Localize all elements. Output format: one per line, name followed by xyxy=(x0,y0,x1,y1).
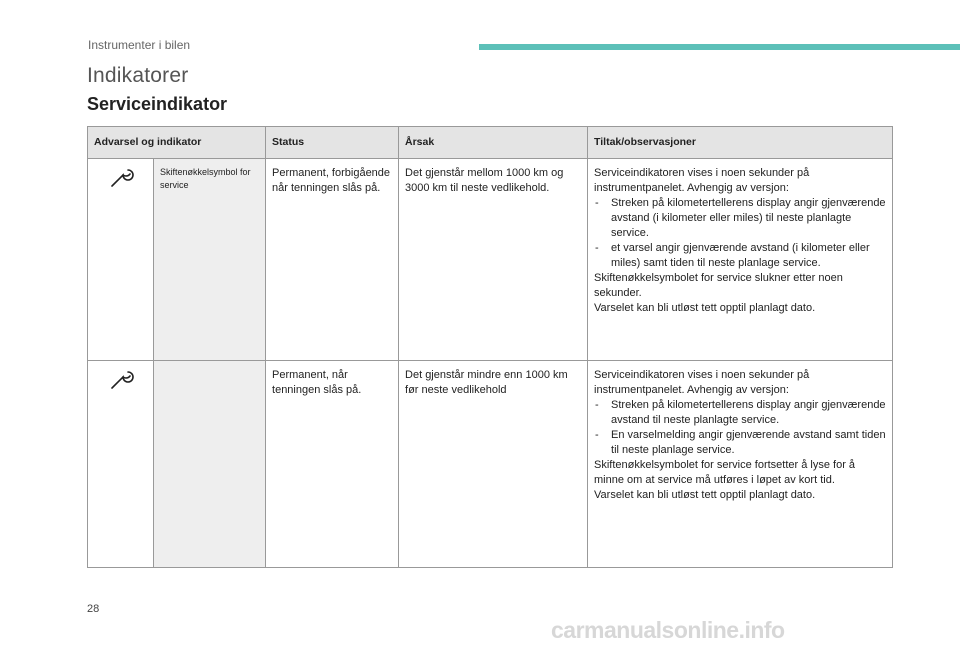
indicator-label: Skiftenøkkelsymbol for service xyxy=(154,159,266,361)
watermark: carmanualsonline.info xyxy=(551,617,785,643)
actions-outro: Varselet kan bli utløst tett opptil planlagt dato. xyxy=(594,489,816,501)
indicator-label xyxy=(154,361,266,568)
actions-list-item: - En varselmelding angir gjenværende avstand samt tiden til neste planlage service. xyxy=(594,428,886,458)
actions-list xyxy=(594,398,886,458)
actions-intro: Serviceindikatoren vises i noen sekunder på instrumentpanelet. Avhengig av versjon: xyxy=(594,369,810,396)
indicator-icon-cell xyxy=(88,361,154,568)
page-subheading: Serviceindikator xyxy=(87,94,228,114)
table-row xyxy=(88,361,893,568)
page-heading: Indikatorer xyxy=(87,64,189,87)
table-header-row xyxy=(88,127,893,159)
header-accent-bar xyxy=(479,44,960,50)
table-row xyxy=(88,159,893,361)
column-header-actions: Tiltak/observasjoner xyxy=(588,127,893,159)
actions-list-item: - Streken på kilometertellerens display angir gjenværende avstand (i kilometer eller miles) til neste planlagte service. xyxy=(594,196,886,241)
actions-list-item: - Streken på kilometertellerens display angir gjenværende avstand til neste planlagte service. xyxy=(594,398,886,428)
status-cell: Permanent, når tenningen slås på. xyxy=(266,361,399,568)
actions-outro: Skiftenøkkelsymbolet for service fortsetter å lyse for å minne om at service må utføres i løpet av kort tid. xyxy=(594,459,856,486)
cause-cell: Det gjenstår mellom 1000 km og 3000 km til neste vedlikehold. xyxy=(399,159,588,361)
page-number: 28 xyxy=(87,603,100,615)
section-title: Instrumenter i bilen xyxy=(88,38,191,52)
status-cell: Permanent, forbigående når tenningen slås på. xyxy=(266,159,399,361)
cause-cell: Det gjenstår mindre enn 1000 km før neste vedlikehold xyxy=(399,361,588,568)
actions-list-item: - et varsel angir gjenværende avstand (i kilometer eller miles) samt tiden til neste planlage service. xyxy=(594,241,886,271)
indicator-icon-cell xyxy=(88,159,154,361)
column-header-indicator: Advarsel og indikator xyxy=(88,127,266,159)
column-header-cause: Årsak xyxy=(399,127,588,159)
wrench-icon xyxy=(108,368,134,392)
actions-outro: Varselet kan bli utløst tett opptil planlagt dato. xyxy=(594,302,816,314)
actions-cell xyxy=(588,159,893,361)
actions-list xyxy=(594,196,886,271)
service-indicator-table xyxy=(87,126,893,568)
actions-intro: Serviceindikatoren vises i noen sekunder på instrumentpanelet. Avhengig av versjon: xyxy=(594,167,810,194)
actions-outro: Skiftenøkkelsymbolet for service slukner etter noen sekunder. xyxy=(594,272,843,299)
wrench-icon xyxy=(108,166,134,190)
actions-cell xyxy=(588,361,893,568)
column-header-status: Status xyxy=(266,127,399,159)
